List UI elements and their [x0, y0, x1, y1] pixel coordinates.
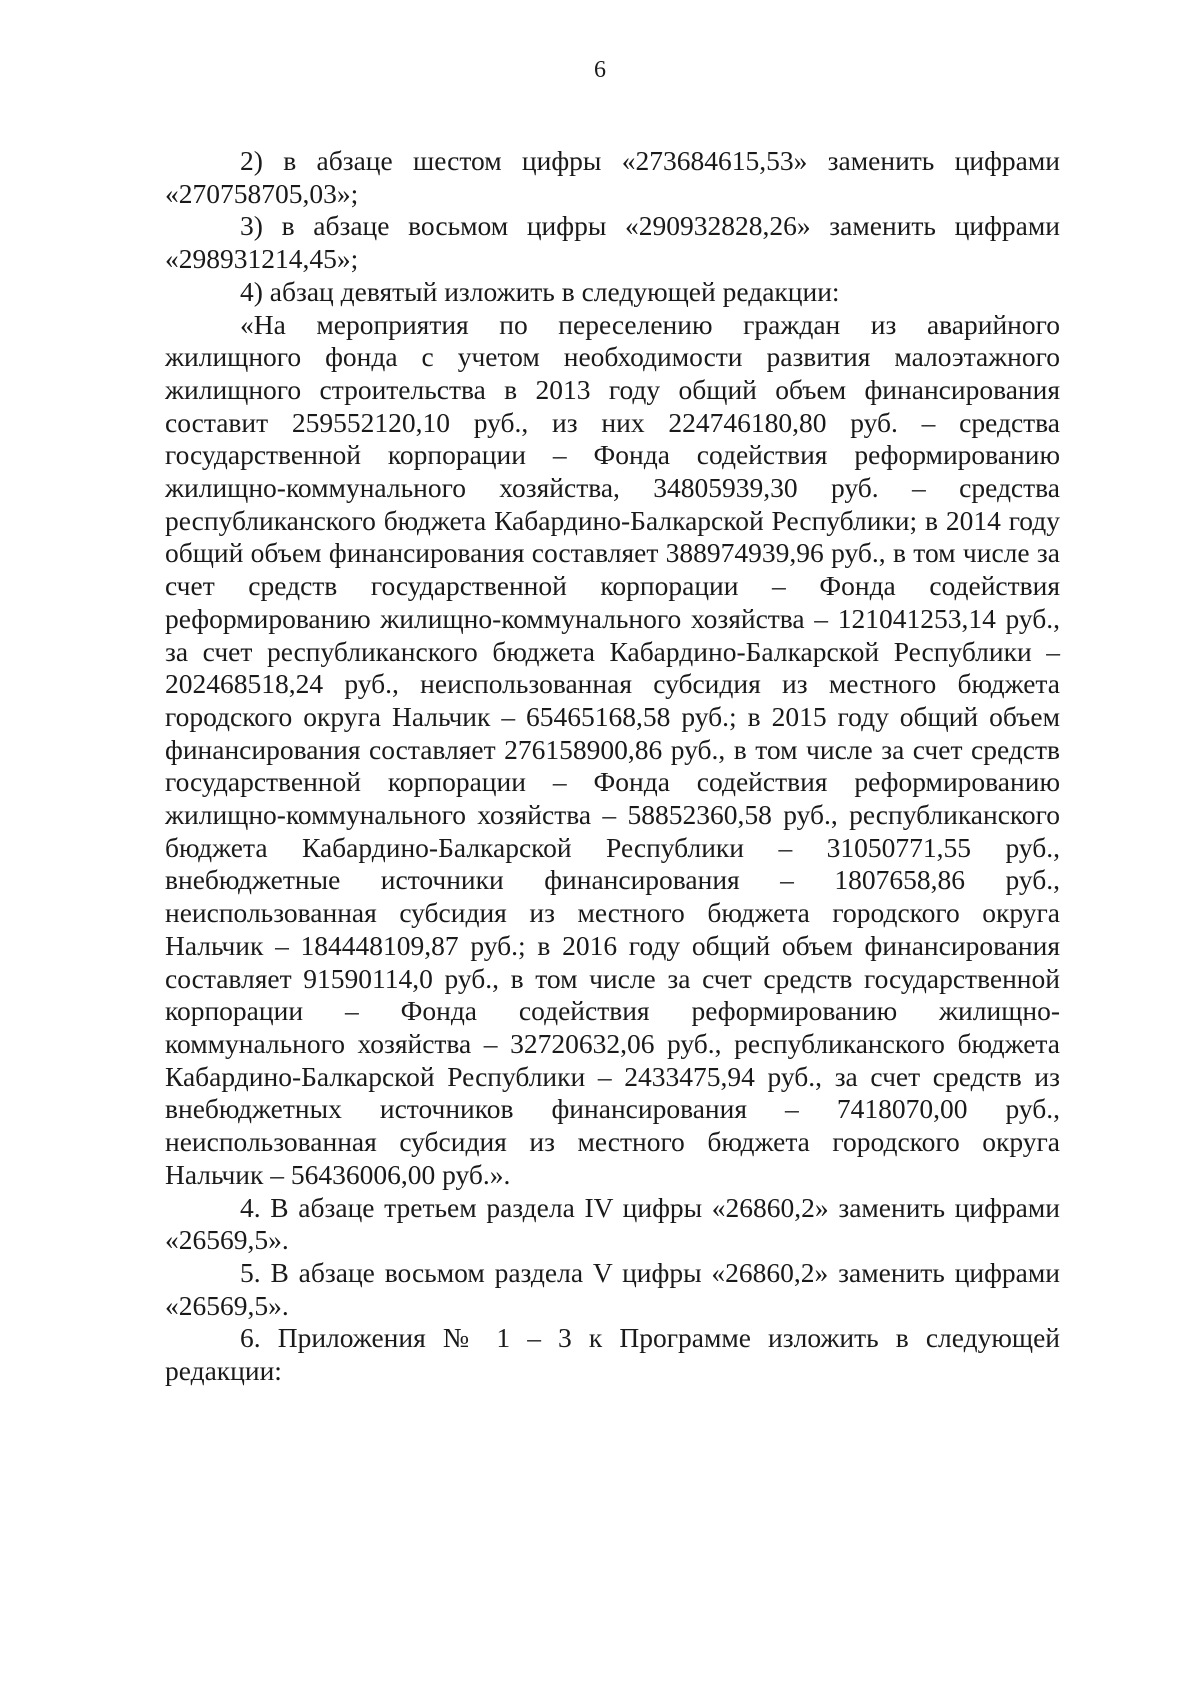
paragraph-section-5: 5. В абзаце восьмом раздела V цифры «26860,2» заменить цифрами «26569,5».	[165, 1256, 1060, 1321]
paragraph-item-4: 4) абзац девятый изложить в следующей редакции:	[240, 275, 840, 307]
paragraph-item-2: 2) в абзаце шестом цифры «273684615,53» заменить цифрами «270758705,03»;	[165, 145, 1060, 209]
paragraph-new-wording: «На мероприятия по переселению граждан из аварийного жилищного фонда с учетом необходимости развития малоэтажного жилищного строительства в 2013 году общий объем финансирования составит 259552120,10 руб., из них 224746180,80 руб. – средства государственной корпорации – Фонда содействия реформированию жилищно-коммунального хозяйства, 34805939,30 руб. – средства республиканского бюджета Кабардино-Балкарской Республики; в 2014 году общий объем финансирования составляет 388974939,96 руб., в том числе за счет средств государственной корпорации – Фонда содействия реформированию жилищно-коммунального хозяйства – 121041253,14 руб., за счет республиканского бюджета Кабардино-Балкарской Республики – 202468518,24 руб., неиспользованная субсидия из местного бюджета городского округа Нальчик – 65465168,58 руб.; в 2015 году общий объем финансирования составляет 276158900,86 руб., в том числе за счет средств государственной корпорации – Фонда содействия реформированию жилищно-коммунального хозяйства – 58852360,58 руб., республиканского бюджета Кабардино-Балкарской Республики – 31050771,55 руб., внебюджетные источники финансирования – 1807658,86 руб., неиспользованная субсидия из местного бюджета городского округа Нальчик – 184448109,87 руб.; в 2016 году общий объем финансирования составляет 91590114,0 руб., в том числе за счет средств государственной корпорации – Фонда содействия реформированию жилищно-коммунального хозяйства – 32720632,06 руб., республиканского бюджета Кабардино-Балкарской Республики – 2433475,94 руб., за счет средств из внебюджетных источников финансирования – 7418070,00 руб., неиспользованная субсидия из местного бюджета городского округа Нальчик – 56436006,00 руб.».	[165, 308, 1060, 1190]
paragraph-item-3: 3) в абзаце восьмом цифры «290932828,26» заменить цифрами «298931214,45»;	[165, 210, 1060, 275]
document-body	[165, 145, 1060, 1388]
paragraph-section-6: 6. Приложения № 1 – 3 к Программе изложить в следующей редакции:	[165, 1322, 1060, 1387]
paragraph-section-4: 4. В абзаце третьем раздела IV цифры «26860,2» заменить цифрами «26569,5».	[165, 1191, 1060, 1256]
page-number: 6	[594, 57, 606, 83]
